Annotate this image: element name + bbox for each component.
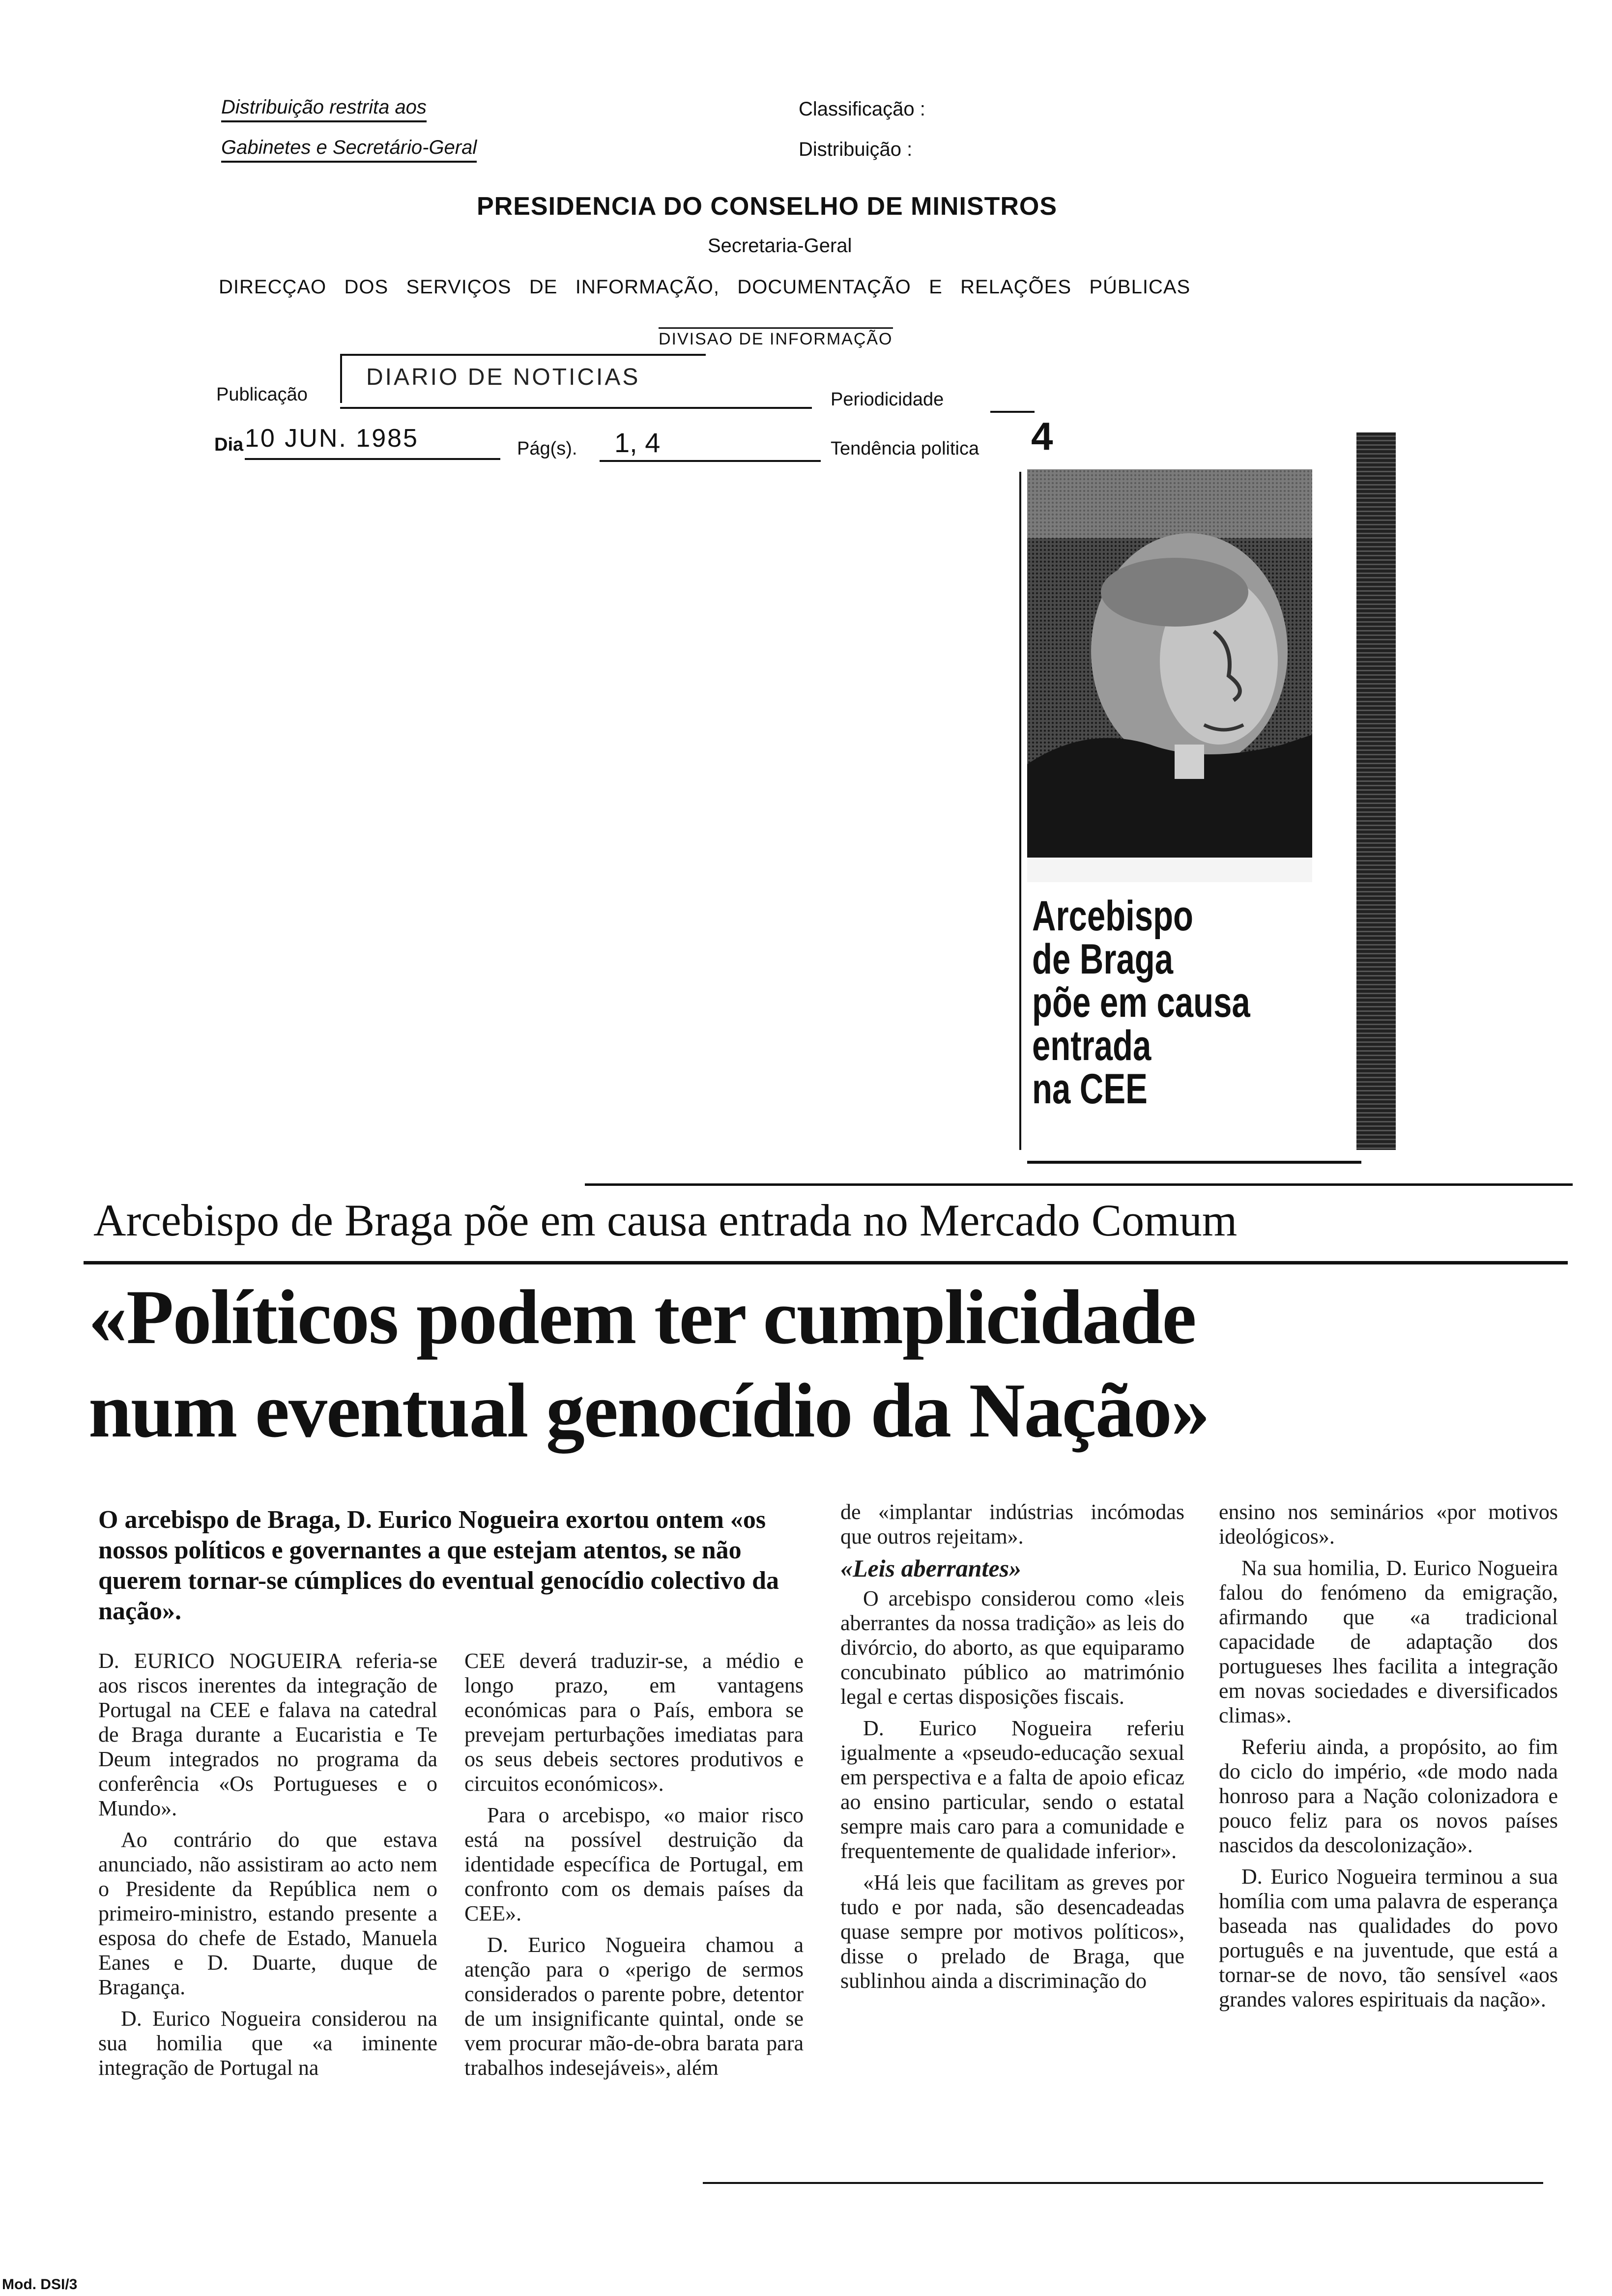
paragraph: Para o arcebispo, «o maior risco está na possível destruição da identidade específica de Portugal, em confronto com os demais países da CEE». — [464, 1803, 804, 1925]
pag-label: Pág(s). — [517, 438, 577, 459]
caption-line: põe em causa — [1032, 979, 1250, 1026]
photo-border-left — [1019, 472, 1021, 1150]
paragraph: D. Eurico Nogueira considerou na sua homilia que «a iminente integração de Portugal na — [98, 2007, 437, 2080]
pag-value: 1, 4 — [614, 427, 661, 458]
caption-line: na CEE — [1032, 1065, 1148, 1113]
org-title: PRESIDENCIA DO CONSELHO DE MINISTROS — [477, 192, 1058, 221]
article-column-2 — [464, 1649, 804, 2087]
direccao-line: DIRECÇAO DOS SERVIÇOS DE INFORMAÇÃO, DOCUMENTAÇÃO E RELAÇÕES PÚBLICAS — [219, 276, 1191, 298]
org-subtitle: Secretaria-Geral — [708, 235, 852, 257]
subheading: «Leis aberrantes» — [840, 1554, 1022, 1582]
publicacao-value: DIARIO DE NOTICIAS — [366, 364, 640, 390]
distribution-note-line2: Gabinetes e Secretário-Geral — [221, 137, 477, 163]
photo-side-bar — [1356, 432, 1396, 1150]
caption-line: entrada — [1032, 1022, 1151, 1069]
paragraph: D. Eurico Nogueira chamou a atenção para o «perigo de sermos considerados o parente pobre, detentor de um insignificante quintal, onde se vem procurar mão-de-obra barata para trabalhos indesejáveis», além — [464, 1933, 804, 2080]
article-lead: O arcebispo de Braga, D. Eurico Nogueira exortou ontem «os nossos políticos e governantes a que estejam atentos, se não querem tornar-se cúmplices do eventual genocídio colectivo da nação». — [98, 1506, 779, 1625]
pag-line — [600, 460, 821, 462]
archbishop-photo — [1027, 469, 1312, 882]
classification-label: Classificação : — [799, 98, 925, 120]
page-mark: 4 — [1031, 414, 1053, 458]
portrait-image — [1027, 469, 1312, 882]
headline-line2: num eventual genocídio da Nação» — [88, 1368, 1209, 1454]
distribution-label: Distribuição : — [799, 139, 913, 160]
bottom-rule — [703, 2182, 1543, 2184]
paragraph: Ao contrário do que estava anunciado, não assistiram ao acto nem o Presidente da República nem o primeiro-ministro, estando presente a esposa do chefe de Estado, Manuela Eanes e D. Duarte, duque de Bragança. — [98, 1828, 437, 1999]
article-column-4 — [1219, 1500, 1558, 2019]
paragraph: de «implantar indústrias incómodas que outros rejeitam». — [840, 1500, 1184, 1549]
dia-label: Dia — [214, 434, 244, 455]
paragraph: D. Eurico Nogueira terminou a sua homília com uma palavra de esperança baseada nas qualidades do povo português e na juventude, que está a tornar-se de novo, tão sensível «aos grandes valores espirituais da nação». — [1219, 1865, 1558, 2011]
caption-line: de Braga — [1032, 936, 1174, 983]
publicacao-label: Publicação — [216, 384, 308, 405]
paragraph: D. EURICO NOGUEIRA referia-se aos riscos inerentes da integração de Portugal na CEE e falava na catedral de Braga durante a Eucaristia e Te Deum integrados no programa da conferência «Os Portugueses e o Mundo». — [98, 1649, 437, 1820]
paragraph: ensino nos seminários «por motivos ideológicos». — [1219, 1500, 1558, 1549]
article-column-1 — [98, 1649, 437, 2087]
tendencia-label: Tendência politica — [831, 438, 979, 459]
paragraph: Referiu ainda, a propósito, ao fim do ciclo do império, «de modo nada honroso para a Nação colonizadora e pouco feliz para os novos países nascidos da descolonização». — [1219, 1735, 1558, 1857]
photo-caption — [1032, 894, 1277, 1111]
headline-line1: «Políticos podem ter cumplicidade — [88, 1274, 1196, 1360]
article-column-3 — [840, 1500, 1184, 2000]
distribution-note-line1: Distribuição restrita aos — [221, 96, 427, 122]
kicker-rule — [84, 1261, 1568, 1264]
periodicidade-label: Periodicidade — [831, 389, 944, 410]
caption-bottom-rule — [1027, 1161, 1361, 1164]
publicacao-line — [340, 407, 812, 409]
paragraph: CEE deverá traduzir-se, a médio e longo prazo, em vantagens económicas para o País, embora se prevejam perturbações imediatas para os seus debeis sectores produtivos e circuitos económicos». — [464, 1649, 804, 1796]
paragraph: O arcebispo considerou como «leis aberrantes da nossa tradição» as leis do divórcio, do aborto, as que equiparamo concubinato público ao matrimónio legal e certas disposições fiscais. — [840, 1586, 1184, 1709]
paragraph: Na sua homilia, D. Eurico Nogueira falou do fenómeno da emigração, afirmando que «a tradicional capacidade de adaptação dos portugueses lhes facilita a integração em novas sociedades e diversificados climas». — [1219, 1556, 1558, 1727]
periodicidade-line — [990, 411, 1035, 413]
paragraph: «Há leis que facilitam as greves por tudo e por nada, são desencadeadas quase sempre por motivos políticos», disse o prelado de Braga, que sublinhou ainda a discriminação do — [840, 1870, 1184, 1993]
dia-line — [245, 458, 500, 460]
top-rule — [585, 1183, 1573, 1186]
caption-line: Arcebispo — [1032, 892, 1194, 940]
divisao-label: DIVISAO DE INFORMAÇÃO — [659, 327, 893, 349]
kicker: Arcebispo de Braga põe em causa entrada no Mercado Comum — [93, 1195, 1238, 1245]
paragraph: D. Eurico Nogueira referiu igualmente a «pseudo-educação sexual em perspectiva e a falta de apoio eficaz ao ensino particular, sendo o estatal sempre mais caro para a comunidade e frequentemente de qualidade inferior». — [840, 1716, 1184, 1863]
footer-code: Mod. DSI/3 — [2, 2276, 78, 2293]
dia-value: 10 JUN. 1985 — [245, 424, 419, 453]
